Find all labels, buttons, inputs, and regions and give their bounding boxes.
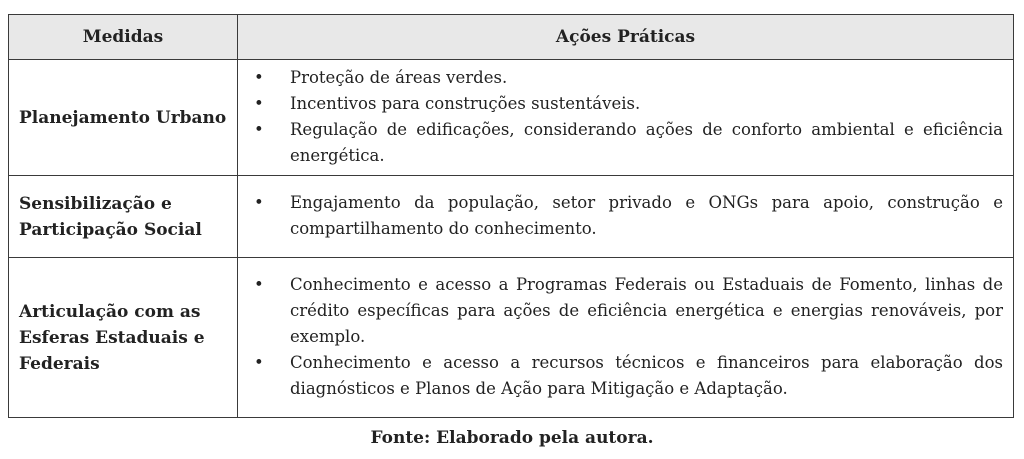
actions-cell: [238, 60, 1014, 176]
header-practical-actions: Ações Práticas: [238, 15, 1014, 60]
actions-cell: [238, 176, 1014, 258]
action-text: Proteção de áreas verdes.: [290, 68, 508, 87]
bullet-icon: •: [254, 193, 264, 212]
list-item: [254, 350, 1003, 402]
action-text: Conhecimento e acesso a Programas Federais ou Estaduais de Fomento, linhas de crédito específicas para ações de eficiência energética e energias renováveis, por exemplo.: [290, 275, 1003, 346]
measures-table: [8, 14, 1014, 418]
bullet-icon: •: [254, 275, 264, 294]
action-text: Conhecimento e acesso a recursos técnicos e financeiros para elaboração dos diagnósticos e Planos de Ação para Mitigação e Adaptação.: [290, 353, 1003, 398]
action-text: Engajamento da população, setor privado e ONGs para apoio, construção e compartilhamento do conhecimento.: [290, 193, 1003, 238]
measure-cell: Articulação com as Esferas Estaduais e Federais: [9, 258, 238, 418]
list-item: [254, 272, 1003, 350]
measure-cell: Planejamento Urbano: [9, 60, 238, 176]
table-header-row: [9, 15, 1014, 60]
list-item: [254, 190, 1003, 242]
actions-list: [254, 272, 1003, 402]
list-item: [254, 91, 1003, 117]
measures-table-container: [8, 14, 1014, 418]
bullet-icon: •: [254, 120, 264, 139]
action-text: Incentivos para construções sustentáveis.: [290, 94, 641, 113]
header-measures: Medidas: [9, 15, 238, 60]
list-item: [254, 65, 1003, 91]
table-source-caption: Fonte: Elaborado pela autora.: [370, 428, 654, 448]
bullet-icon: •: [254, 68, 264, 87]
table-row: [9, 176, 1014, 258]
list-item: [254, 117, 1003, 169]
actions-cell: [238, 258, 1014, 418]
table-row: [9, 60, 1014, 176]
action-text: Regulação de edificações, considerando ações de conforto ambiental e eficiência energética.: [290, 120, 1003, 165]
bullet-icon: •: [254, 94, 264, 113]
measure-cell: Sensibilização e Participação Social: [9, 176, 238, 258]
actions-list: [254, 190, 1003, 242]
actions-list: [254, 65, 1003, 169]
bullet-icon: •: [254, 353, 264, 372]
table-row: [9, 258, 1014, 418]
